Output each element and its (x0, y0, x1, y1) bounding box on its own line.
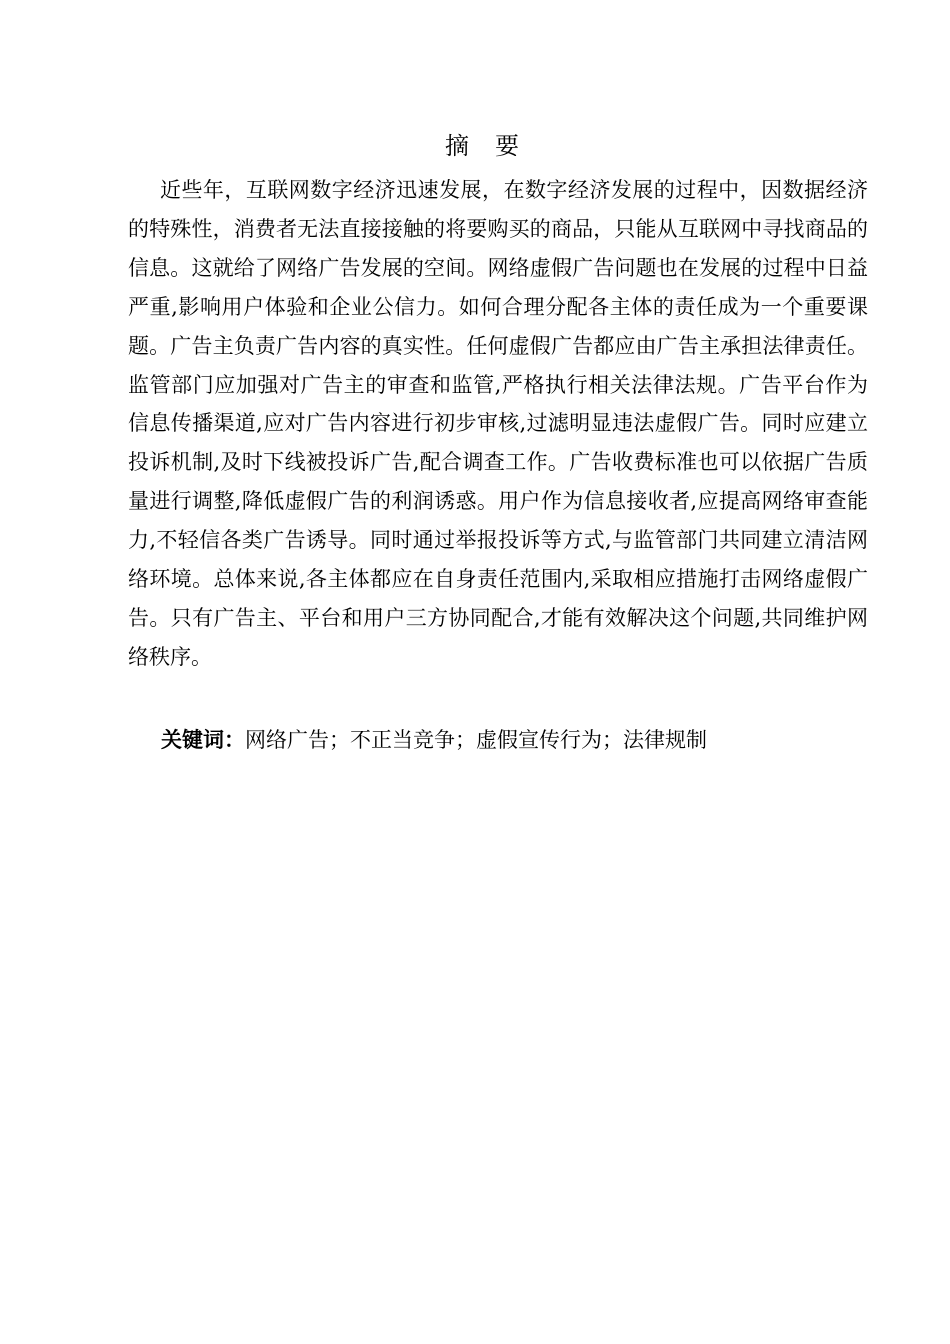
keywords-line (161, 720, 861, 760)
abstract-heading: 摘要 (445, 132, 545, 160)
abstract-paragraph: 近些年，互联网数字经济迅速发展，在数字经济发展的过程中，因数据经济的特殊性，消费者无法直接接触的将要购买的商品，只能从互联网中寻找商品的信息。这就给了网络广告发展的空间。网络虚假广告问题也在发展的过程中日益严重,影响用户体验和企业公信力。如何合理分配各主体的责任成为一个重要课题。广告主负责广告内容的真实性。任何虚假广告都应由广告主承担法律责任。监管部门应加强对广告主的审查和监管,严格执行相关法律法规。广告平台作为信息传播渠道,应对广告内容进行初步审核,过滤明显违法虚假广告。同时应建立投诉机制,及时下线被投诉广告,配合调查工作。广告收费标准也可以依据广告质量进行调整,降低虚假广告的利润诱惑。用户作为信息接收者,应提高网络审查能力,不轻信各类广告诱导。同时通过举报投诉等方式,与监管部门共同建立清洁网络环境。总体来说,各主体都应在自身责任范围内,采取相应措施打击网络虚假广告。只有广告主、平台和用户三方协同配合,才能有效解决这个问题,共同维护网络秩序。 (128, 178, 868, 669)
keywords-text: 网络广告；不正当竞争；虚假宣传行为；法律规制 (245, 728, 707, 752)
keywords-label: 关键词： (161, 728, 245, 752)
